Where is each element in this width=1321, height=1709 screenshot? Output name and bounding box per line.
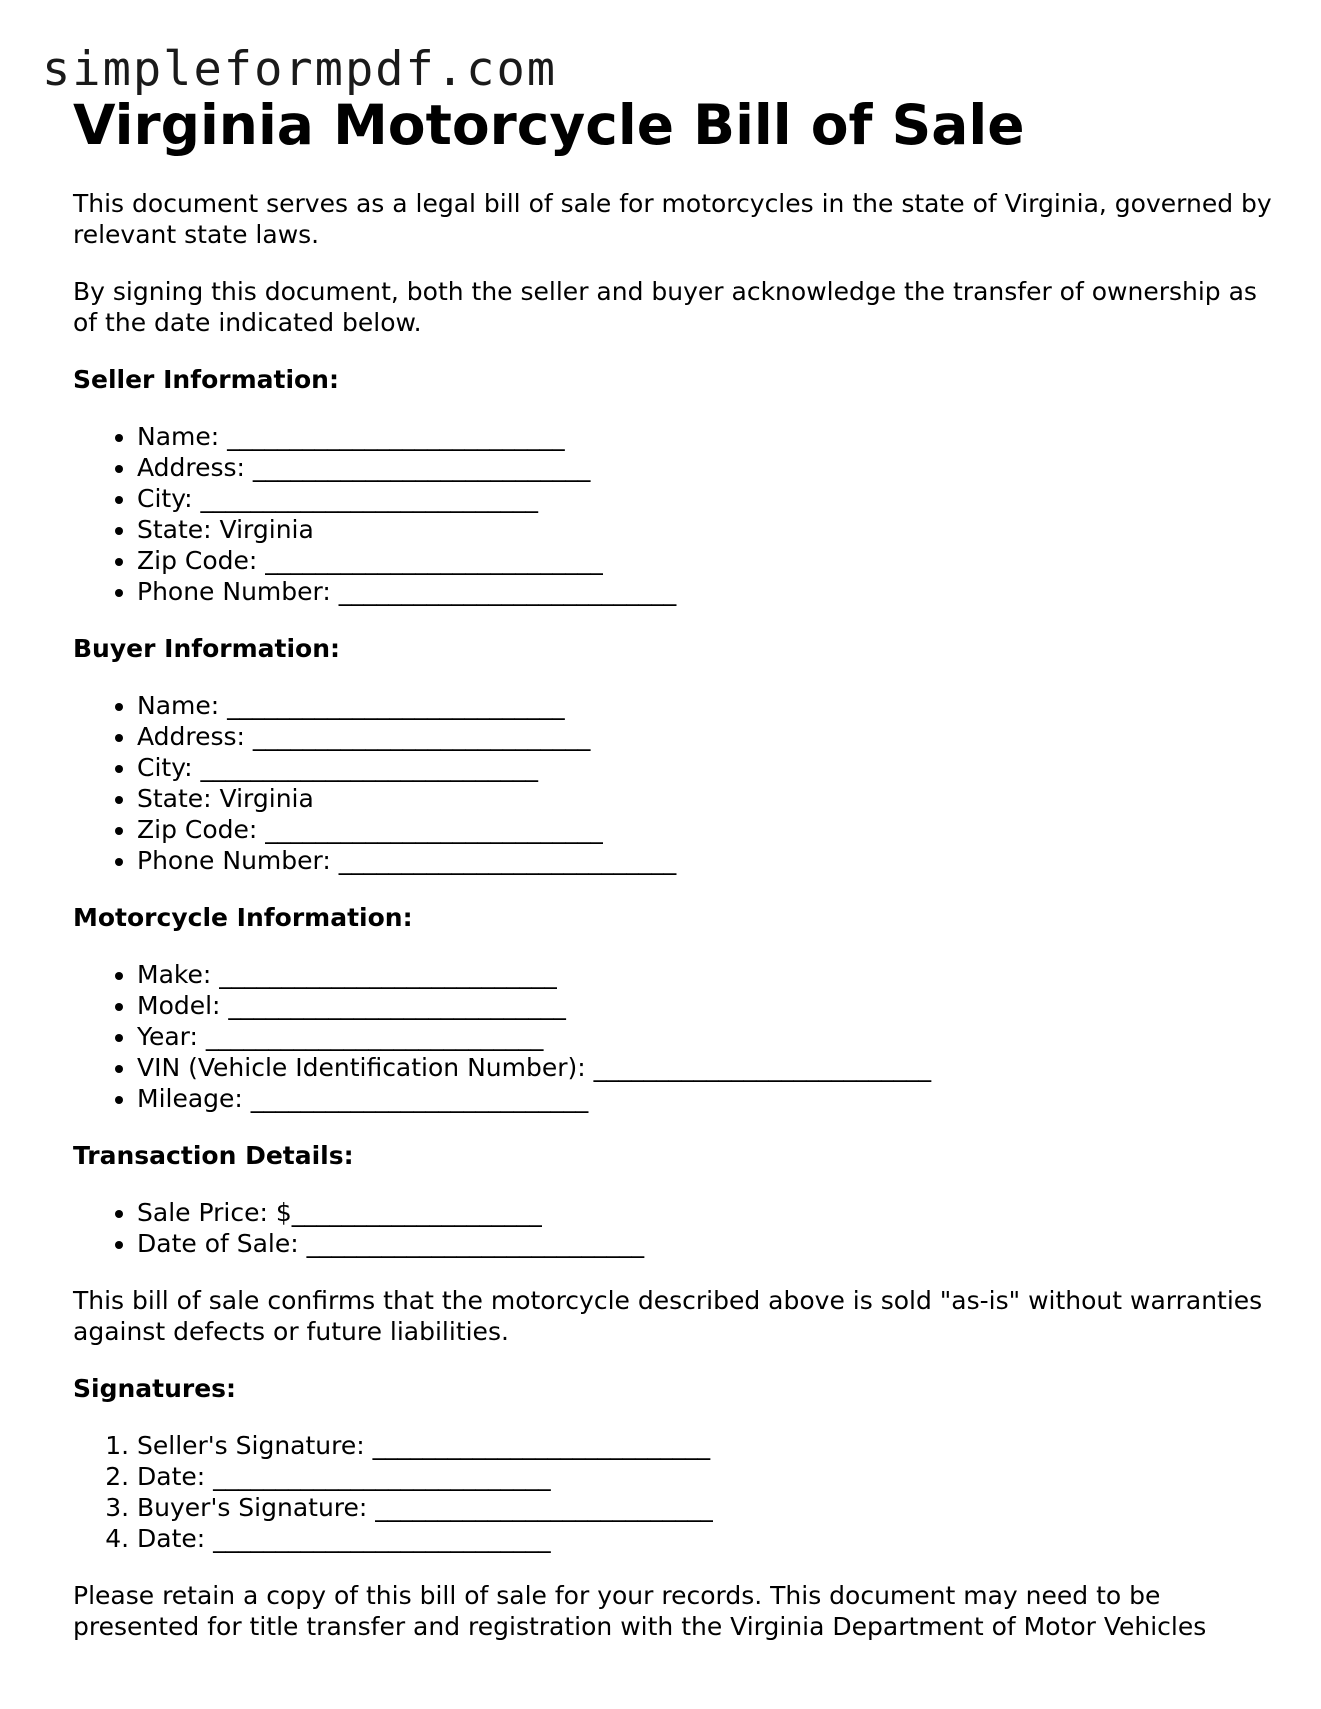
date-of-sale-field: • Date of Sale: ___________________________ <box>137 1228 1273 1259</box>
motorcycle-model-field: • Model: ___________________________ <box>137 990 1273 1021</box>
as-is-paragraph: This bill of sale confirms that the motorcycle described above is sold "as-is" without warranties against defects or future liabilities. <box>73 1286 1263 1346</box>
motorcycle-make-field: • Make: ___________________________ <box>137 959 1273 990</box>
motorcycle-year-field: • Year: ___________________________ <box>137 1021 1273 1052</box>
motorcycle-vin-field: • VIN (Vehicle Identification Number): ___________________________ <box>137 1052 1273 1083</box>
motorcycle-list <box>73 959 1273 1114</box>
document-body <box>73 92 1273 1642</box>
intro-paragraph-1: This document serves as a legal bill of sale for motorcycles in the state of Virginia, governed by relevant state laws. <box>73 189 1272 249</box>
buyer-list <box>73 690 1273 876</box>
buyer-heading: Buyer Information: <box>73 634 341 663</box>
intro-paragraph-2: By signing this document, both the seller and buyer acknowledge the transfer of ownership as of the date indicated below. <box>73 277 1257 337</box>
seller-address-field: • Address: ___________________________ <box>137 452 1273 483</box>
motorcycle-mileage-field: • Mileage: ___________________________ <box>137 1083 1273 1114</box>
signatures-list <box>73 1430 1273 1554</box>
seller-state-field: • State: Virginia <box>137 514 1273 545</box>
motorcycle-heading: Motorcycle Information: <box>73 903 413 932</box>
buyer-phone-field: • Phone Number: ___________________________ <box>137 845 1273 876</box>
transaction-heading: Transaction Details: <box>73 1141 354 1170</box>
transaction-list <box>73 1197 1273 1259</box>
closing-paragraph: Please retain a copy of this bill of sale for your records. This document may need to be presented for title transfer and registration with the Virginia Department of Motor Vehicles <box>73 1581 1207 1641</box>
sale-price-field: • Sale Price: $____________________ <box>137 1197 1273 1228</box>
buyer-signature-date-field: 4. Date: ___________________________ <box>137 1523 1273 1554</box>
seller-signature-date-field: 2. Date: ___________________________ <box>137 1461 1273 1492</box>
seller-zip-field: • Zip Code: ___________________________ <box>137 545 1273 576</box>
seller-city-field: • City: ___________________________ <box>137 483 1273 514</box>
buyer-signature-field: 3. Buyer's Signature: ___________________________ <box>137 1492 1273 1523</box>
seller-heading: Seller Information: <box>73 365 339 394</box>
buyer-name-field: • Name: ___________________________ <box>137 690 1273 721</box>
seller-phone-field: • Phone Number: ___________________________ <box>137 576 1273 607</box>
buyer-address-field: • Address: ___________________________ <box>137 721 1273 752</box>
signatures-heading: Signatures: <box>73 1374 237 1403</box>
seller-signature-field: 1. Seller's Signature: ___________________________ <box>137 1430 1273 1461</box>
site-watermark: simpleformpdf.com <box>42 42 558 97</box>
buyer-state-field: • State: Virginia <box>137 783 1273 814</box>
document-title: Virginia Motorcycle Bill of Sale <box>73 93 1025 157</box>
buyer-city-field: • City: ___________________________ <box>137 752 1273 783</box>
seller-name-field: • Name: ___________________________ <box>137 421 1273 452</box>
buyer-zip-field: • Zip Code: ___________________________ <box>137 814 1273 845</box>
seller-list <box>73 421 1273 607</box>
